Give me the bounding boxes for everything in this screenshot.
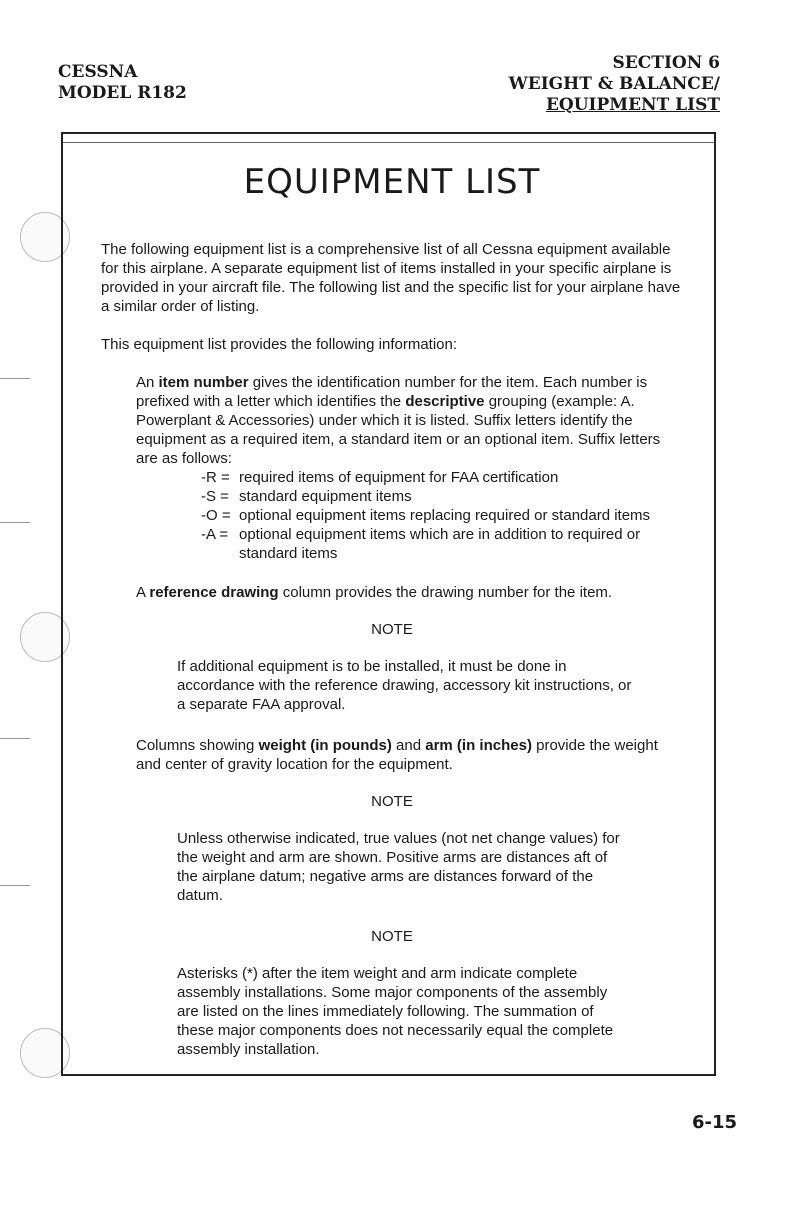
item-number-paragraph: An item number gives the identification number for the item. Each number is prefixed with a letter which identifies the descriptive grouping (example: A. Powerplant & Accessories) under which it is listed. Suffix letters identify the equipment as a required item, a standard item or an optional item. Suffix letters are as follows:	[136, 374, 661, 467]
item-number-block	[136, 373, 683, 563]
margin-tick	[0, 738, 30, 739]
suffix-code: -S =	[201, 488, 229, 505]
intro-paragraph: The following equipment list is a comprehensive list of all Cessna equipment available for this airplane. A separate equipment list of items installed in your specific airplane is provided in your aircraft file. The following list and the specific list for your airplane have a similar order of listing.	[101, 241, 681, 315]
note-heading: NOTE	[371, 793, 413, 810]
margin-tick	[0, 885, 30, 886]
reference-drawing-term: reference drawing	[149, 584, 279, 601]
info-line: This equipment list provides the following information:	[101, 336, 458, 353]
margin-tick	[0, 378, 30, 379]
suffix-code: -A =	[201, 526, 229, 543]
suffix-item	[201, 525, 683, 563]
frame-inner-rule	[63, 142, 714, 143]
note-body: Unless otherwise indicated, true values (not net change values) for the weight and arm are shown. Positive arms are distances aft of the airplane datum; negative arms are distances forward of the datum.	[177, 830, 620, 904]
page-number: 6-15	[691, 1112, 737, 1133]
note-body: If additional equipment is to be installed, it must be done in accordance with the reference drawing, accessory kit instructions, or a separate FAA approval.	[177, 658, 632, 713]
main-content	[101, 160, 683, 1081]
note-body: Asterisks (*) after the item weight and arm indicate complete assembly installations. Some major components of the assembly are listed on the lines immediately following. The summation of these major components does not necessarily equal the complete assembly installation.	[177, 965, 614, 1058]
section-title-line2: EQUIPMENT LIST	[545, 95, 720, 115]
weight-arm-paragraph: Columns showing weight (in pounds) and arm (in inches) provide the weight and center of gravity location for the equipment.	[136, 737, 658, 773]
section-number: SECTION 6	[612, 53, 720, 73]
suffix-desc: standard equipment items	[239, 488, 412, 505]
section-title-line1: WEIGHT & BALANCE/	[508, 74, 720, 94]
descriptive-term: descriptive	[405, 393, 485, 410]
suffix-item	[201, 487, 683, 506]
suffix-list	[201, 468, 683, 563]
page-title: EQUIPMENT LIST	[243, 162, 541, 202]
note-heading: NOTE	[371, 928, 413, 945]
suffix-desc: optional equipment items replacing required or standard items	[239, 507, 651, 524]
item-number-term: item number	[158, 374, 249, 391]
model-name: MODEL R182	[58, 83, 187, 103]
suffix-item	[201, 468, 683, 487]
margin-tick	[0, 522, 30, 523]
suffix-code: -O =	[201, 507, 231, 524]
arm-term: arm (in inches)	[425, 737, 532, 754]
weight-term: weight (in pounds)	[258, 737, 392, 754]
note-heading: NOTE	[371, 621, 413, 638]
suffix-desc: optional equipment items which are in addition to required or standard items	[239, 526, 641, 562]
manufacturer-name: CESSNA	[58, 62, 138, 82]
suffix-desc: required items of equipment for FAA certification	[239, 469, 559, 486]
reference-drawing-paragraph: A reference drawing column provides the drawing number for the item.	[136, 584, 613, 601]
header-left	[58, 62, 187, 104]
suffix-item	[201, 506, 683, 525]
suffix-code: -R =	[201, 469, 230, 486]
header-right	[509, 53, 720, 116]
